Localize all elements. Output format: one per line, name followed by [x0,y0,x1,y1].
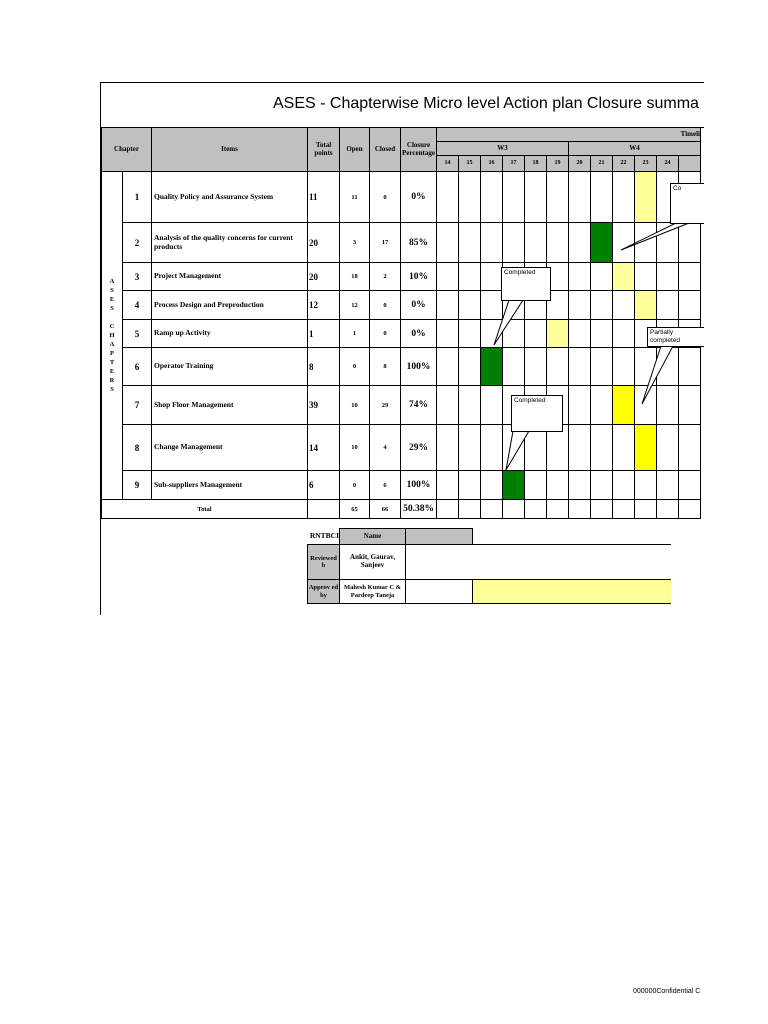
chapter-header: Chapter [102,128,152,172]
open-cell: 0 [340,348,370,386]
chapter-item: Sub-suppliers Management [152,471,308,500]
signoff-table [307,528,671,604]
side-letter: A [109,278,115,285]
dept-label: RNTBCI [309,531,339,541]
side-letter: R [109,377,115,384]
approved-by-name: Mahesh Kumar C & Pardeep Taneja [340,580,406,604]
side-letter: C [109,323,115,330]
open-cell: 11 [340,172,370,223]
closure-percentage-cell: 74% [401,386,437,425]
approved-signature-cell [473,580,671,604]
open-cell: 12 [340,291,370,320]
day-header: 23 [635,156,657,172]
approved-date-cell [406,580,473,604]
week-w4-header: W4 [569,142,701,156]
open-cell: 10 [340,425,370,471]
open-cell: 1 [340,320,370,348]
callout-text: Completed [514,397,546,404]
side-letter: S [110,287,114,294]
total-closed: 66 [370,500,401,519]
sheet-title: ASES - Chapterwise Micro level Action plan Closure summa [273,95,699,112]
closure-percentage-cell: 100% [401,471,437,500]
day-header: 22 [613,156,635,172]
callout-box-completed [501,267,551,301]
signoff-header-cell [406,529,473,545]
side-letter: E [109,296,115,303]
chapter-number: 3 [123,263,152,291]
total-points-cell: 20 [308,263,340,291]
open-header: Open [340,128,370,172]
total-points-cell: 1 [308,320,340,348]
total-points-cell: 20 [308,223,340,263]
chapter-number: 6 [123,348,152,386]
chapter-item: Process Design and Preproduction [152,291,308,320]
side-letter: A [109,341,115,348]
total-label: Total [102,500,308,519]
total-open: 65 [340,500,370,519]
chapter-item: Shop Floor Management [152,386,308,425]
closed-cell: 0 [370,172,401,223]
chapter-number: 1 [123,172,152,223]
day-header: 21 [591,156,613,172]
week-w3-header: W3 [437,142,569,156]
closed-cell: 8 [370,348,401,386]
timeline-header: Timeli [437,128,701,142]
callout-pointer [621,223,689,250]
closed-cell: 4 [370,425,401,471]
side-letter: H [109,332,115,339]
spreadsheet-sheet [100,82,704,615]
chapter-number: 5 [123,320,152,348]
chapter-number: 4 [123,291,152,320]
open-cell: 10 [340,386,370,425]
chapter-item: Change Management [152,425,308,471]
side-letter: S [110,305,114,312]
closure-percentage-cell: 0% [401,291,437,320]
day-header: 14 [437,156,459,172]
chapter-number: 8 [123,425,152,471]
callout-box-partially-completed [647,327,704,347]
chapter-item: Quality Policy and Assurance System [152,172,308,223]
open-cell: 18 [340,263,370,291]
day-header: 24 [657,156,679,172]
open-cell: 0 [340,471,370,500]
day-header: 16 [481,156,503,172]
callout-text: Partially completed [650,329,680,344]
closure-percentage-cell: 85% [401,223,437,263]
total-points-cell: 14 [308,425,340,471]
day-header: 18 [525,156,547,172]
callout-text: Completed [504,269,536,276]
side-letter: S [110,386,114,393]
closure-percentage-cell: 10% [401,263,437,291]
closed-cell: 0 [370,291,401,320]
signoff-blank [473,529,671,545]
reviewed-signature-cell [406,545,671,580]
closed-cell: 17 [370,223,401,263]
closure-percentage-cell: 29% [401,425,437,471]
chapter-item: Analysis of the quality concerns for current products [152,223,308,263]
callout-pointer [506,431,529,470]
total-closure-percentage: 50.38% [401,500,437,519]
callout-box-completed [511,395,563,432]
callout-text: Co [673,185,682,192]
total-points-cell: 39 [308,386,340,425]
open-cell: 3 [340,223,370,263]
day-header: 19 [547,156,569,172]
side-letter: P [110,350,114,357]
callout-pointer [642,346,673,404]
chapter-number: 2 [123,223,152,263]
name-header: Name [340,529,406,545]
reviewed-by-name: Ankit, Gaurav, Sanjeev [340,545,406,580]
approved-by-label: Approv ed by [308,580,340,604]
reviewed-by-label: Reviewed b [308,545,340,580]
chapter-item: Operator Training [152,348,308,386]
confidential-footer: 000000Confidential C [633,988,701,995]
closed-cell: 6 [370,471,401,500]
closure-percentage-cell: 0% [401,172,437,223]
closed-cell: 2 [370,263,401,291]
total-points-header: Total points [308,128,340,172]
side-letter: T [109,359,115,366]
chapter-item: Ramp up Activity [152,320,308,348]
callout-pointer [494,300,523,345]
total-points-cell: 8 [308,348,340,386]
items-header: Items [152,128,308,172]
closure-header: Closure Percentage [401,128,437,172]
chapter-number: 7 [123,386,152,425]
closed-cell: 29 [370,386,401,425]
closed-header: Closed [370,128,401,172]
total-points-cell: 11 [308,172,340,223]
closed-cell: 0 [370,320,401,348]
chapter-number: 9 [123,471,152,500]
callout-box-top [670,183,704,224]
side-letter: E [109,368,115,375]
day-header: 17 [503,156,525,172]
closure-percentage-cell: 100% [401,348,437,386]
total-points-cell: 12 [308,291,340,320]
day-header: 15 [459,156,481,172]
chapter-item: Project Management [152,263,308,291]
day-header: 20 [569,156,591,172]
total-points-cell: 6 [308,471,340,500]
closure-percentage-cell: 0% [401,320,437,348]
